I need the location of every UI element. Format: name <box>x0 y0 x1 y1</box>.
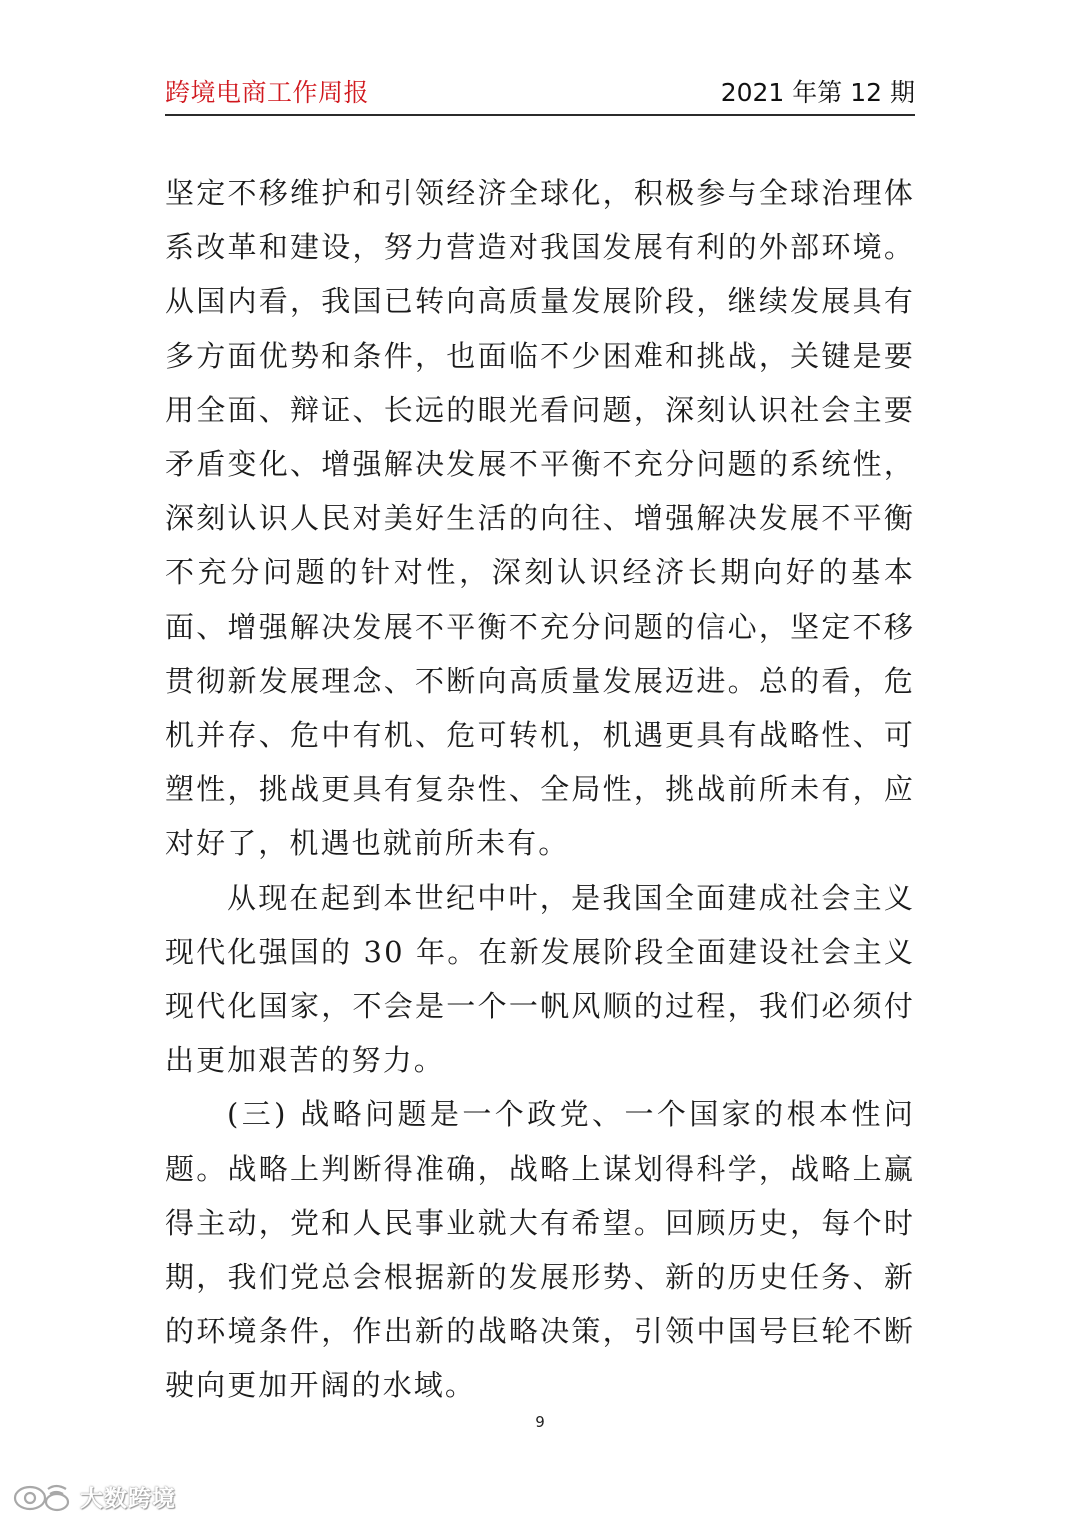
paragraph: (三) 战略问题是一个政党、一个国家的根本性问题。战略上判断得准确，战略上谋划得科学，战略上赢得主动，党和人民事业就大有希望。回顾历史，每个时期，我们党总会根据新的发展形势、新的历史任务、新的环境条件，作出新的战略决策，引领中国号巨轮不断驶向更加开阔的水域。 <box>165 1097 915 1403</box>
issue-label: 2021 年第 12 期 <box>720 78 915 107</box>
weibo-style-eye-logo-icon <box>12 1479 74 1513</box>
watermark-text: 大数跨境 <box>80 1485 176 1512</box>
watermark <box>12 1478 176 1514</box>
paragraph-continued: 坚定不移维护和引领经济全球化，积极参与全球治理体系改革和建设，努力营造对我国发展有利的外部环境。从国内看，我国已转向高质量发展阶段，继续发展具有多方面优势和条件，也面临不少困难和挑战，关键是要用全面、辩证、长远的眼光看问题，深刻认识社会主要矛盾变化、增强解决发展不平衡不充分问题的系统性，深刻认识人民对美好生活的向往、增强解决发展不平衡不充分问题的针对性，深刻认识经济长期向好的基本面、增强解决发展不平衡不充分问题的信心，坚定不移贯彻新发展理念、不断向高质量发展迈进。总的看，危机并存、危中有机、危可转机，机遇更具有战略性、可塑性，挑战更具有复杂性、全局性，挑战前所未有，应对好了，机遇也就前所未有。 <box>165 176 915 861</box>
publication-title: 跨境电商工作周报 <box>165 78 370 107</box>
article-body <box>165 166 915 1413</box>
page-header <box>165 76 915 112</box>
page-number: 9 <box>535 1413 545 1431</box>
header-divider <box>165 114 915 116</box>
paragraph: 从现在起到本世纪中叶，是我国全面建成社会主义现代化强国的 30 年。在新发展阶段全面建设社会主义现代化国家，不会是一个一帆风顺的过程，我们必须付出更加艰苦的努力。 <box>165 880 915 1078</box>
